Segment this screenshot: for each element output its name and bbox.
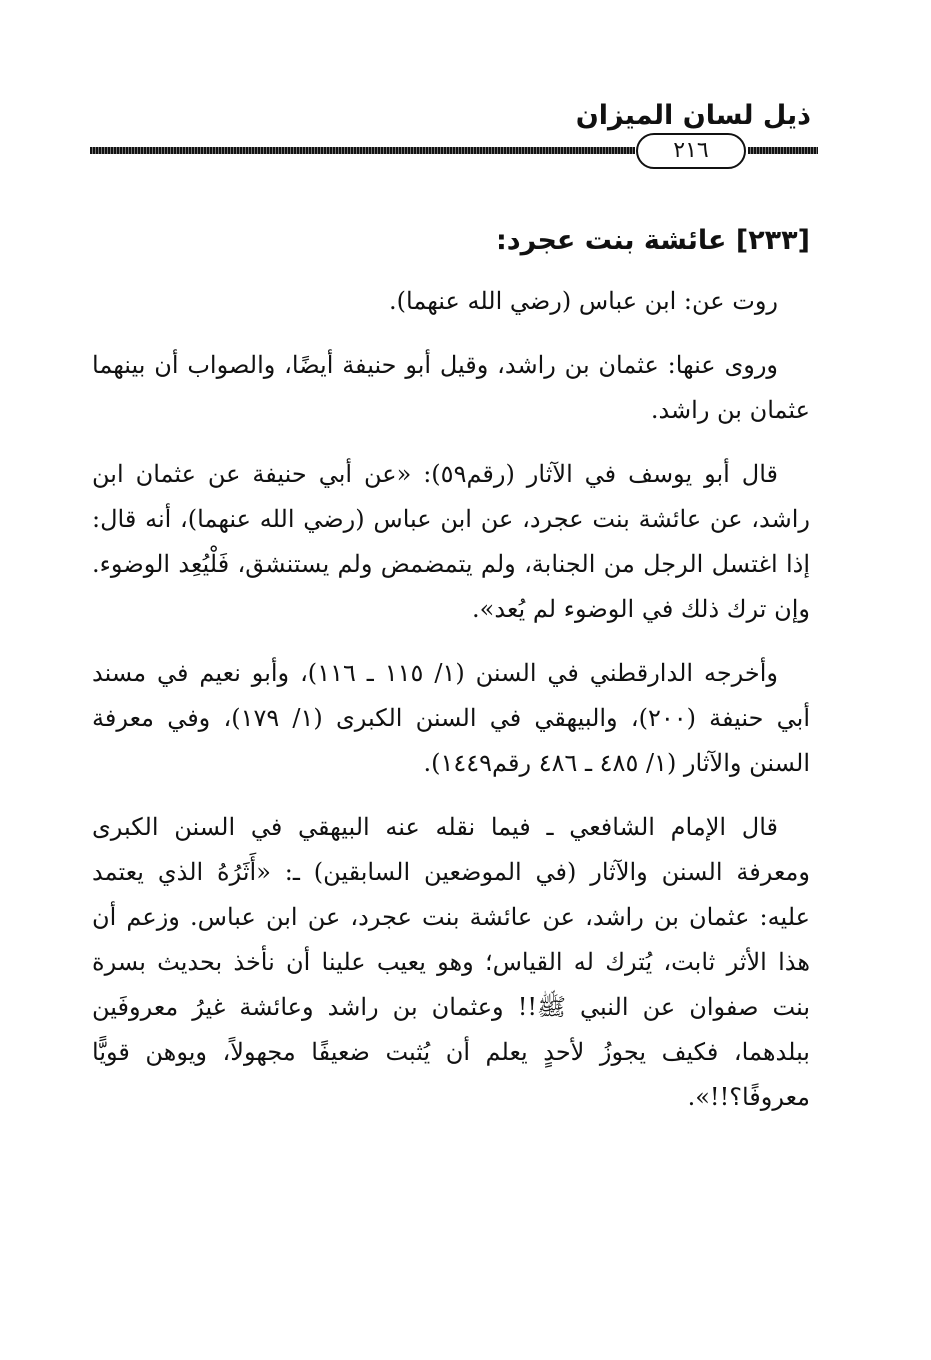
paragraph-narrated-by: وروى عنها: عثمان بن راشد، وقيل أبو حنيفة أيضًا، والصواب أن بينهما عثمان بن راشد. bbox=[92, 351, 810, 424]
header-rule-short bbox=[748, 147, 818, 154]
header-rule bbox=[90, 147, 635, 154]
paragraph-abu-yusuf-quote: قال أبو يوسف في الآثار (رقم٥٩): «عن أبي حنيفة عن عثمان ابن راشد، عن عائشة بنت عجرد، عن ابن عباس (رضي الله عنهما)، أنه قال: إذا اغتسل الرجل من الجنابة، ولم يتمضمض ولم يستنشق، فَلْيُعِد الوضوء. وإن ترك ذلك في الوضوء لم يُعد». bbox=[92, 460, 810, 623]
page-number: ٢١٦ bbox=[636, 133, 746, 169]
paragraph-shafii-quote: قال الإمام الشافعي ـ فيما نقله عنه البيهقي في السنن الكبرى ومعرفة السنن والآثار (في الموضعين السابقين) ـ: «أَثَرُهُ الذي يعتمد عليه: عثمان بن راشد، عن عائشة بنت عجرد، عن ابن عباس. وزعم أن هذا الأثر ثابت، يُترك له القياس؛ وهو يعيب علينا أن نأخذ بحديث بسرة بنت صفوان عن النبي ﷺ!! وعثمان بن راشد وعائشة غيرُ معروفَين ببلدهما، فكيف يجوزُ لأحدٍ يعلم أن يُثبت ضعيفًا مجهولاً، ويوهن قويًّا معروفًا؟!!». bbox=[92, 813, 810, 1111]
page-body bbox=[92, 218, 810, 1139]
paragraph-sources: وأخرجه الدارقطني في السنن (١/ ١١٥ ـ ١١٦)، وأبو نعيم في مسند أبي حنيفة (٢٠٠)، والبيهقي في السنن الكبرى (١/ ١٧٩)، وفي معرفة السنن والآثار (١/ ٤٨٥ ـ ٤٨٦ رقم١٤٤٩). bbox=[92, 659, 811, 777]
entry-heading: [٢٣٣] عائشة بنت عجرد: bbox=[496, 225, 810, 256]
paragraph-narrated-from: روت عن: ابن عباس (رضي الله عنهما). bbox=[389, 287, 778, 315]
book-title: ذيل لسان الميزان bbox=[575, 100, 811, 131]
